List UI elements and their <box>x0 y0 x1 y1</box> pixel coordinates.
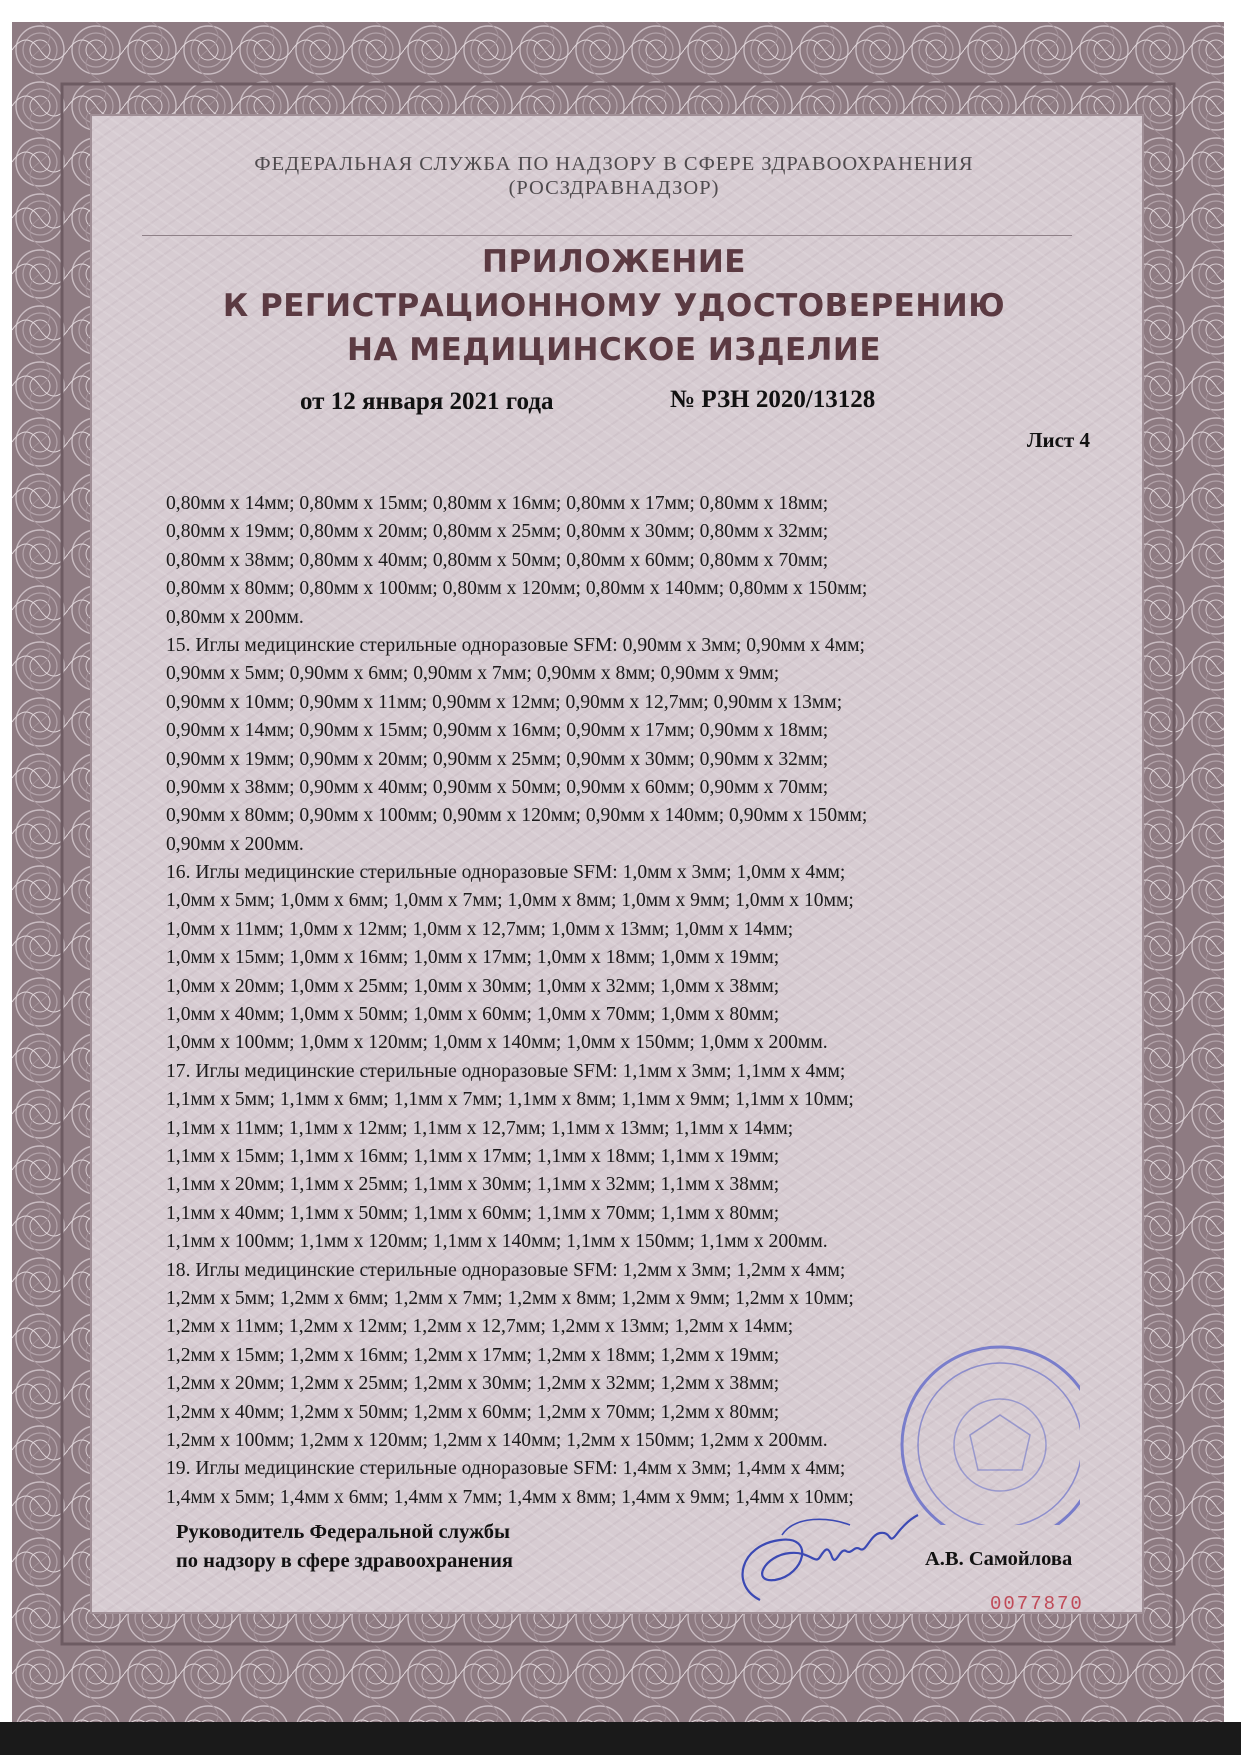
body-line: 1,2мм x 100мм; 1,2мм x 120мм; 1,2мм x 140мм; 1,2мм x 150мм; 1,2мм x 200мм. <box>166 1429 828 1451</box>
sheet-number: Лист 4 <box>1026 428 1090 452</box>
body-line: 0,90мм x 200мм. <box>166 833 304 855</box>
body-line: 16. Иглы медицинские стерильные одноразовые SFM: 1,0мм x 3мм; 1,0мм x 4мм; <box>166 862 846 884</box>
signature <box>720 1505 930 1615</box>
body-line: 1,2мм x 40мм; 1,2мм x 50мм; 1,2мм x 60мм; 1,2мм x 70мм; 1,2мм x 80мм; <box>166 1401 780 1423</box>
body-line: 1,1мм x 5мм; 1,1мм x 6мм; 1,1мм x 7мм; 1,1мм x 8мм; 1,1мм x 9мм; 1,1мм x 10мм; <box>166 1089 854 1111</box>
body-line: 0,80мм x 38мм; 0,80мм x 40мм; 0,80мм x 50мм; 0,80мм x 60мм; 0,80мм x 70мм; <box>166 549 829 571</box>
document-title <box>150 240 1078 372</box>
body-line: 0,80мм x 19мм; 0,80мм x 20мм; 0,80мм x 25мм; 0,80мм x 30мм; 0,80мм x 32мм; <box>166 521 829 543</box>
form-serial-number: 0077870 <box>990 1593 1084 1615</box>
body-line: 1,2мм x 20мм; 1,2мм x 25мм; 1,2мм x 30мм; 1,2мм x 32мм; 1,2мм x 38мм; <box>166 1373 780 1395</box>
body-line: 1,0мм x 40мм; 1,0мм x 50мм; 1,0мм x 60мм; 1,0мм x 70мм; 1,0мм x 80мм; <box>166 1004 780 1026</box>
body-line: 1,0мм x 100мм; 1,0мм x 120мм; 1,0мм x 140мм; 1,0мм x 150мм; 1,0мм x 200мм. <box>166 1032 828 1054</box>
registration-date: от 12 января 2021 года <box>300 388 554 415</box>
agency-name <box>150 152 1078 200</box>
body-line: 0,90мм x 19мм; 0,90мм x 20мм; 0,90мм x 25мм; 0,90мм x 30мм; 0,90мм x 32мм; <box>166 748 829 770</box>
body-line: 1,2мм x 5мм; 1,2мм x 6мм; 1,2мм x 7мм; 1,2мм x 8мм; 1,2мм x 9мм; 1,2мм x 10мм; <box>166 1287 854 1309</box>
title-line-1: ПРИЛОЖЕНИЕ <box>482 244 746 280</box>
body-line: 0,90мм x 10мм; 0,90мм x 11мм; 0,90мм x 12мм; 0,90мм x 12,7мм; 0,90мм x 13мм; <box>166 691 843 713</box>
body-line: 1,0мм x 20мм; 1,0мм x 25мм; 1,0мм x 30мм; 1,0мм x 32мм; 1,0мм x 38мм; <box>166 975 780 997</box>
body-line: 1,0мм x 5мм; 1,0мм x 6мм; 1,0мм x 7мм; 1,0мм x 8мм; 1,0мм x 9мм; 1,0мм x 10мм; <box>166 890 854 912</box>
body-line: 0,90мм x 14мм; 0,90мм x 15мм; 0,90мм x 16мм; 0,90мм x 17мм; 0,90мм x 18мм; <box>166 720 829 742</box>
signer-title <box>176 1518 513 1576</box>
body-line: 0,80мм x 14мм; 0,80мм x 15мм; 0,80мм x 16мм; 0,80мм x 17мм; 0,80мм x 18мм; <box>166 493 829 514</box>
signer-title-line-2: по надзору в сфере здравоохранения <box>176 1550 514 1572</box>
header-divider <box>142 235 1072 236</box>
body-line: 19. Иглы медицинские стерильные одноразовые SFM: 1,4мм x 3мм; 1,4мм x 4мм; <box>166 1458 846 1480</box>
body-line: 1,2мм x 15мм; 1,2мм x 16мм; 1,2мм x 17мм; 1,2мм x 18мм; 1,2мм x 19мм; <box>166 1344 780 1366</box>
title-line-3: НА МЕДИЦИНСКОЕ ИЗДЕЛИЕ <box>347 332 881 368</box>
body-line: 0,90мм x 80мм; 0,90мм x 100мм; 0,90мм x 120мм; 0,90мм x 140мм; 0,90мм x 150мм; <box>166 805 868 827</box>
body-line: 15. Иглы медицинские стерильные одноразовые SFM: 0,90мм x 3мм; 0,90мм x 4мм; <box>166 634 865 656</box>
body-line: 0,90мм x 5мм; 0,90мм x 6мм; 0,90мм x 7мм; 0,90мм x 8мм; 0,90мм x 9мм; <box>166 663 780 685</box>
body-line: 18. Иглы медицинские стерильные одноразовые SFM: 1,2мм x 3мм; 1,2мм x 4мм; <box>166 1259 846 1281</box>
body-line: 1,4мм x 5мм; 1,4мм x 6мм; 1,4мм x 7мм; 1,4мм x 8мм; 1,4мм x 9мм; 1,4мм x 10мм; <box>166 1486 854 1508</box>
registration-line <box>300 388 940 416</box>
signer-title-line-1: Руководитель Федеральной службы <box>176 1521 510 1543</box>
body-line: 0,80мм x 200мм. <box>166 606 304 628</box>
scan-edge <box>0 1722 1241 1755</box>
body-line: 1,1мм x 11мм; 1,1мм x 12мм; 1,1мм x 12,7мм; 1,1мм x 13мм; 1,1мм x 14мм; <box>166 1117 794 1139</box>
body-line: 1,1мм x 100мм; 1,1мм x 120мм; 1,1мм x 140мм; 1,1мм x 150мм; 1,1мм x 200мм. <box>166 1231 828 1253</box>
body-line: 17. Иглы медицинские стерильные одноразовые SFM: 1,1мм x 3мм; 1,1мм x 4мм; <box>166 1060 846 1082</box>
body-line: 1,1мм x 40мм; 1,1мм x 50мм; 1,1мм x 60мм; 1,1мм x 70мм; 1,1мм x 80мм; <box>166 1202 780 1224</box>
agency-line-2: (РОСЗДРАВНАДЗОР) <box>508 177 720 199</box>
title-line-2: К РЕГИСТРАЦИОННОМУ УДОСТОВЕРЕНИЮ <box>222 288 1006 324</box>
body-line: 1,0мм x 11мм; 1,0мм x 12мм; 1,0мм x 12,7мм; 1,0мм x 13мм; 1,0мм x 14мм; <box>166 918 794 940</box>
agency-line-1: ФЕДЕРАЛЬНАЯ СЛУЖБА ПО НАДЗОРУ В СФЕРЕ ЗДРАВООХРАНЕНИЯ <box>254 153 974 175</box>
signer-name: А.В. Самойлова <box>925 1548 1073 1570</box>
official-stamp <box>850 1325 1080 1525</box>
body-line: 0,90мм x 38мм; 0,90мм x 40мм; 0,90мм x 50мм; 0,90мм x 60мм; 0,90мм x 70мм; <box>166 776 829 798</box>
body-line: 1,2мм x 11мм; 1,2мм x 12мм; 1,2мм x 12,7мм; 1,2мм x 13мм; 1,2мм x 14мм; <box>166 1316 794 1338</box>
registration-number: № РЗН 2020/13128 <box>670 386 876 413</box>
body-line: 1,0мм x 15мм; 1,0мм x 16мм; 1,0мм x 17мм; 1,0мм x 18мм; 1,0мм x 19мм; <box>166 947 780 969</box>
body-line: 1,1мм x 20мм; 1,1мм x 25мм; 1,1мм x 30мм; 1,1мм x 32мм; 1,1мм x 38мм; <box>166 1174 780 1196</box>
body-line: 1,1мм x 15мм; 1,1мм x 16мм; 1,1мм x 17мм; 1,1мм x 18мм; 1,1мм x 19мм; <box>166 1145 780 1167</box>
body-line: 0,80мм x 80мм; 0,80мм x 100мм; 0,80мм x 120мм; 0,80мм x 140мм; 0,80мм x 150мм; <box>166 578 868 600</box>
